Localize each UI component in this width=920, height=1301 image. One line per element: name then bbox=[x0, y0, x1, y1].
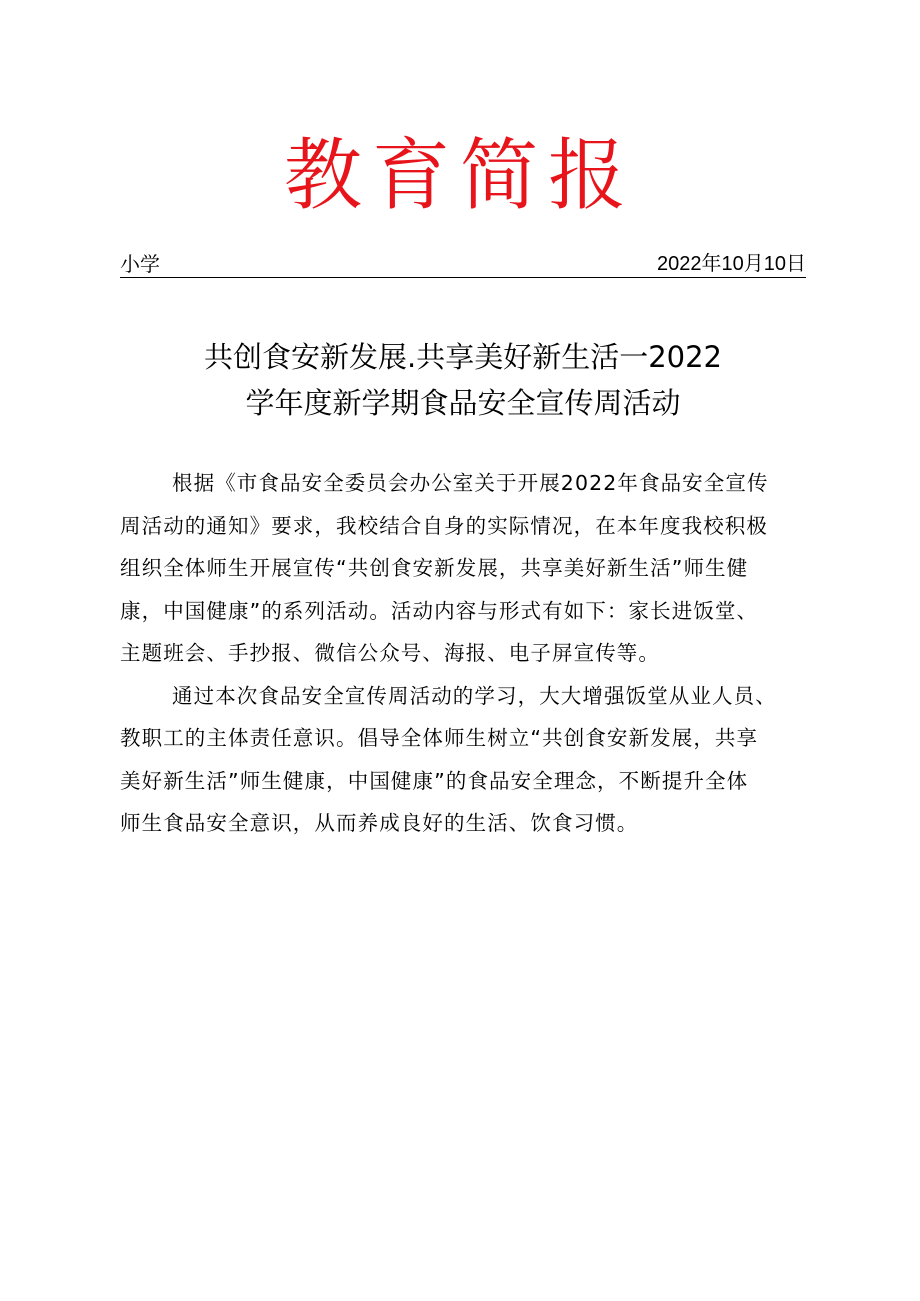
article-body bbox=[120, 462, 830, 845]
masthead-title: 教育简报 bbox=[283, 131, 636, 221]
issue-school: 小学 bbox=[120, 252, 160, 276]
paragraph-1 bbox=[120, 462, 830, 675]
paragraph-line: 周活动的通知》要求，我校结合自身的实际情况，在本年度我校积极 bbox=[120, 513, 768, 538]
paragraph-line: 康，中国健康”的系列活动。活动内容与形式有如下：家长进饭堂、 bbox=[120, 598, 759, 623]
paragraph-line: 组织全体师生开展宣传“共创食安新发展，共享美好新生活”师生健 bbox=[120, 556, 749, 580]
article-headline bbox=[120, 334, 806, 426]
paragraph-line: 美好新生活”师生健康，中国健康”的食品安全理念，不断提升全体 bbox=[120, 768, 749, 793]
paragraph-line: 师生食品安全意识，从而养成良好的生活、饮食习惯。 bbox=[120, 811, 639, 835]
paragraph-line: 根据《市食品安全委员会办公室关于开展2022年食品安全宣传 bbox=[172, 471, 769, 495]
headline-line-2: 学年度新学期食品安全宣传周活动 bbox=[245, 386, 681, 420]
issue-line bbox=[120, 251, 806, 278]
issue-date: 2022年10月10日 bbox=[657, 253, 806, 275]
paragraph-line: 通过本次食品安全宣传周活动的学习，大大增强饭堂从业人员、 bbox=[172, 683, 777, 708]
paragraph-2 bbox=[120, 675, 830, 845]
headline-line-1: 共创食安新发展.共享美好新生活一2022 bbox=[203, 340, 723, 374]
paragraph-line: 教职工的主体责任意识。倡导全体师生树立“共创食安新发展，共享 bbox=[120, 726, 759, 750]
paragraph-line: 主题班会、手抄报、微信公众号、海报、电子屏宣传等。 bbox=[120, 641, 660, 665]
